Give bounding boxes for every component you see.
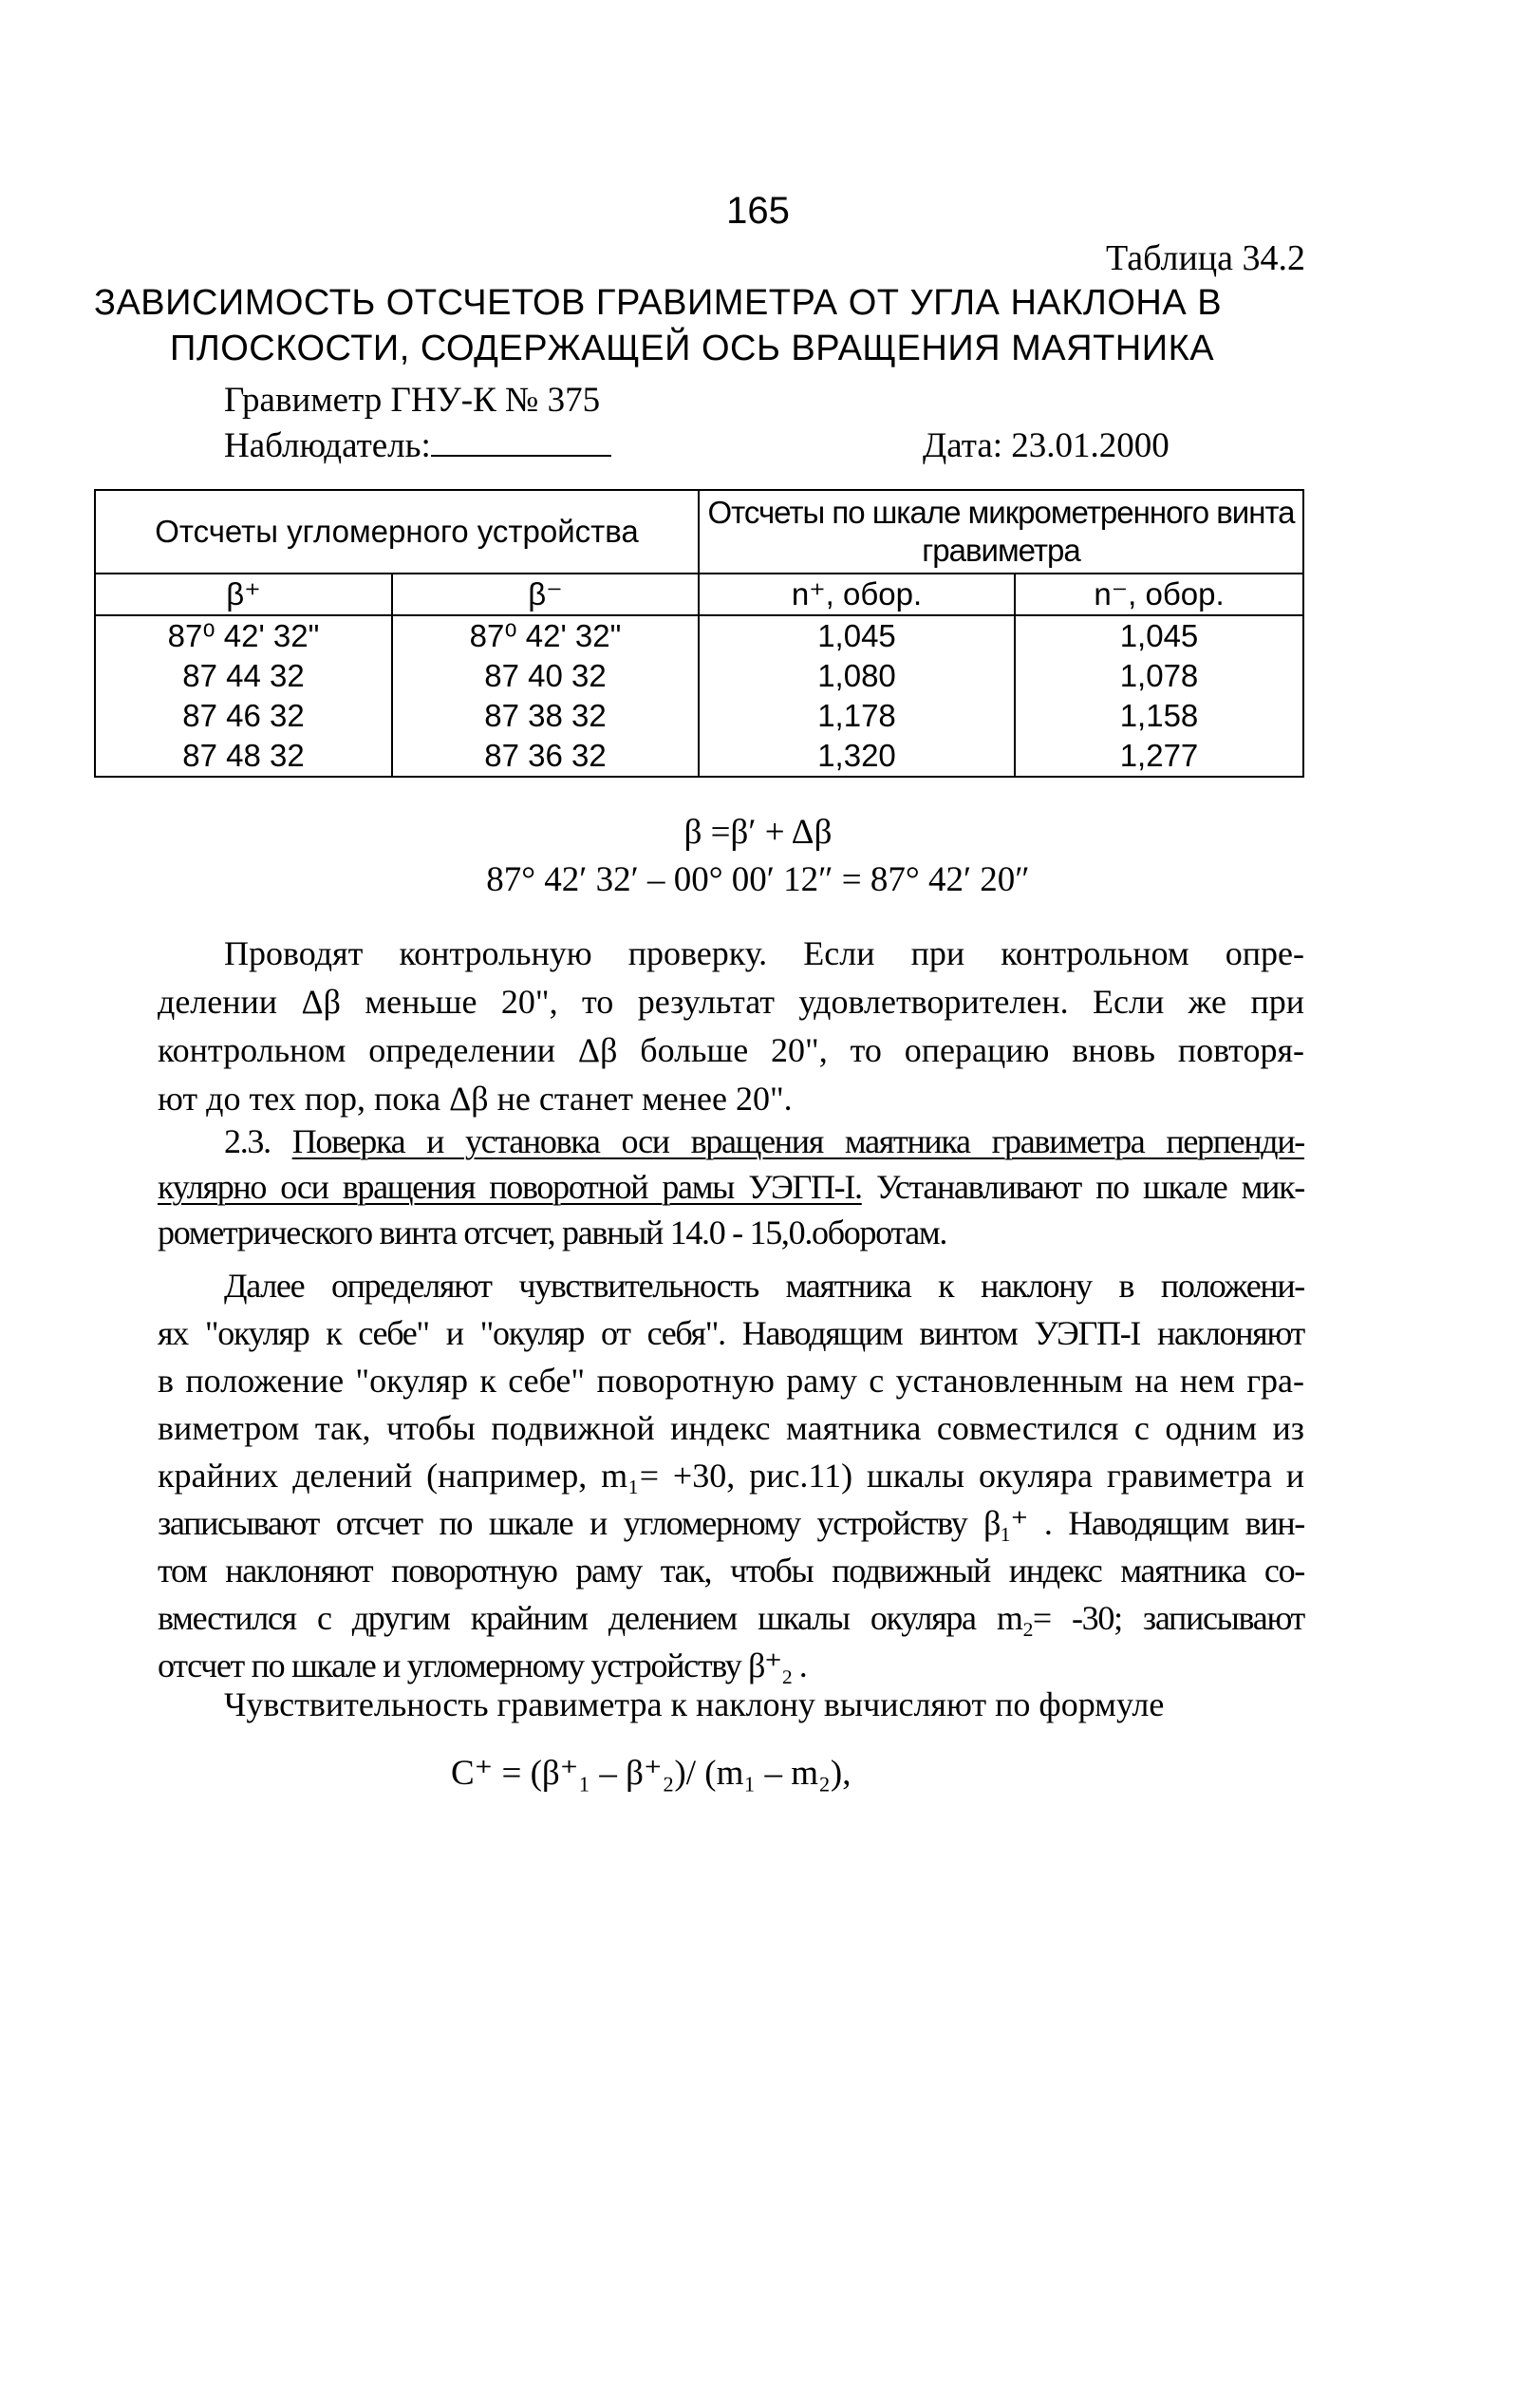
- cell: 1,178: [699, 696, 1015, 736]
- section-text: Устанавливают по шкале мик-: [861, 1168, 1304, 1206]
- observer-blank-line: [431, 426, 611, 457]
- section-title-part-1: Поверка и установка оси вращения маятника гравиметра перпенди-: [291, 1122, 1304, 1160]
- table-title-line-2: ПЛОСКОСТИ, СОДЕРЖАЩЕЙ ОСЬ ВРАЩЕНИЯ МАЯТНИКА: [170, 329, 1215, 368]
- paragraph-line: делении Δβ меньше 20", то результат удовлетворителен. Если же при: [158, 983, 1304, 1021]
- gravimeter-id: Гравиметр ГНУ-К № 375: [224, 381, 601, 420]
- cell: 87 40 32: [392, 656, 699, 696]
- paragraph-line: ях "окуляр к себе" и "окуляр от себя". Наводящим винтом УЭГП-I наклоняют: [158, 1314, 1304, 1352]
- formula-example: 87° 42′ 32′ – 00° 00′ 12″ = 87° 42′ 20″: [486, 860, 1030, 899]
- paragraph-line: крайних делений (например, m₁= +30, рис.11) шкалы окуляра гравиметра и: [158, 1457, 1304, 1495]
- header-beta-plus: β⁺: [95, 574, 392, 615]
- paragraph-line: Проводят контрольную проверку. Если при контрольном опре-: [224, 934, 1304, 972]
- paragraph-line: отсчет по шкале и угломерному устройству β⁺₂ .: [158, 1646, 807, 1684]
- paragraph-line: виметром так, чтобы подвижной индекс маятника совместился с одним из: [158, 1409, 1304, 1447]
- cell: 1,158: [1015, 696, 1303, 736]
- cell: 1,320: [699, 736, 1015, 777]
- paragraph-line: контрольном определении Δβ больше 20", то операцию вновь повторя-: [158, 1031, 1304, 1069]
- cell: 87 44 32: [95, 656, 392, 696]
- cell: 1,080: [699, 656, 1015, 696]
- formula-sensitivity: C⁺ = (β⁺₁ – β⁺₂)/ (m₁ – m₂),: [451, 1754, 852, 1793]
- table-row: [95, 736, 1303, 777]
- cell: 87 48 32: [95, 736, 392, 777]
- table-label: Таблица 34.2: [1105, 238, 1305, 278]
- group-header-screw: Отсчеты по шкале микрометренного винта гравиметра: [699, 490, 1303, 574]
- observer-field: [224, 425, 611, 466]
- cell: 87 38 32: [392, 696, 699, 736]
- cell: 87⁰ 42' 32": [392, 615, 699, 656]
- cell: 1,045: [699, 615, 1015, 656]
- section-number: 2.3.: [224, 1122, 292, 1160]
- observer-label: Наблюдатель:: [224, 426, 431, 465]
- paragraph-line: вместился с другим крайним делением шкалы окуляра m₂= -30; записывают: [158, 1599, 1304, 1637]
- section-2-3-line: рометрического винта отсчет, равный 14.0 - 15,0.оборотам.: [158, 1213, 947, 1251]
- paragraph-line: Далее определяют чувствительность маятника к наклону в положени-: [224, 1267, 1304, 1305]
- cell: 1,277: [1015, 736, 1303, 777]
- header-beta-minus: β⁻: [392, 574, 699, 615]
- paragraph-line: в положение "окуляр к себе" поворотную раму с установленным на нем гра-: [158, 1362, 1304, 1400]
- page-number: 165: [726, 190, 790, 232]
- data-table: [94, 489, 1304, 778]
- paragraph-line: том наклоняют поворотную раму так, чтобы подвижный индекс маятника со-: [158, 1552, 1304, 1590]
- cell: 1,045: [1015, 615, 1303, 656]
- group-header-angle: Отсчеты угломерного устройства: [95, 490, 699, 574]
- section-title-part-2: кулярно оси вращения поворотной рамы УЭГП-I.: [158, 1168, 862, 1206]
- formula-beta: β =β′ + Δβ: [683, 813, 833, 852]
- cell: 87⁰ 42' 32": [95, 615, 392, 656]
- table-row: [95, 615, 1303, 656]
- section-2-3-line: [224, 1122, 1304, 1160]
- header-n-minus: n⁻, обор.: [1015, 574, 1303, 615]
- date: Дата: 23.01.2000: [923, 426, 1170, 465]
- table-row: [95, 696, 1303, 736]
- paragraph-line: ют до тех пор, пока Δβ не станет менее 20".: [158, 1080, 793, 1118]
- section-2-3-line: [158, 1168, 1304, 1206]
- header-n-plus: n⁺, обор.: [699, 574, 1015, 615]
- table-row: [95, 656, 1303, 696]
- cell: 87 46 32: [95, 696, 392, 736]
- cell: 1,078: [1015, 656, 1303, 696]
- paragraph-line: Чувствительность гравиметра к наклону вычисляют по формуле: [224, 1685, 1165, 1723]
- table-title-line-1: ЗАВИСИМОСТЬ ОТСЧЕТОВ ГРАВИМЕТРА ОТ УГЛА НАКЛОНА В: [94, 283, 1223, 323]
- cell: 87 36 32: [392, 736, 699, 777]
- paragraph-line: записывают отсчет по шкале и угломерному устройству β₁⁺ . Наводящим вин-: [158, 1504, 1304, 1542]
